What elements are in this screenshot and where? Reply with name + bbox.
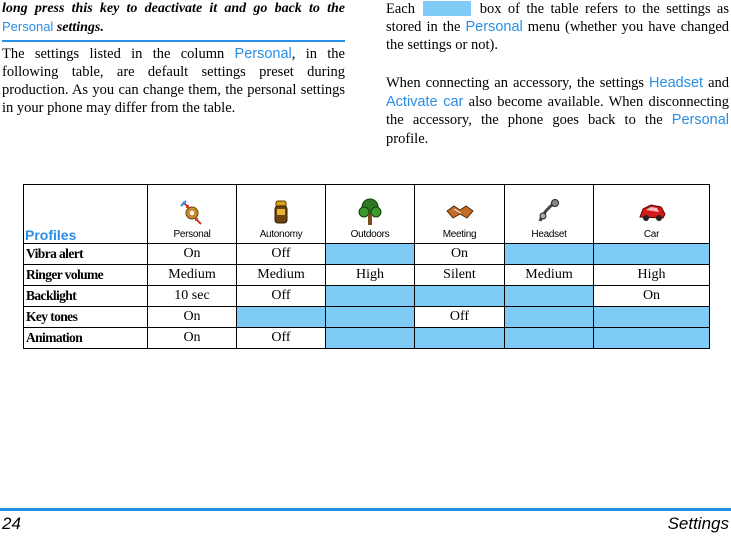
tree-icon	[355, 197, 385, 227]
table-cell: Medium	[237, 265, 326, 286]
row-label: Key tones	[24, 307, 148, 328]
left-paragraph	[2, 45, 345, 117]
table-cell	[505, 244, 594, 265]
table-cell	[594, 328, 710, 349]
table-cell: Off	[237, 244, 326, 265]
handshake-icon	[445, 197, 475, 227]
table-cell: Silent	[415, 265, 505, 286]
table-cell: High	[326, 265, 415, 286]
column-label: Meeting	[442, 229, 477, 240]
row-label: Backlight	[24, 286, 148, 307]
section-title: Settings	[667, 514, 729, 533]
table-row	[24, 286, 710, 307]
column-label: Personal	[173, 229, 211, 240]
table-cell: On	[415, 244, 505, 265]
personal-term: Personal	[465, 19, 523, 35]
personal-term: Personal	[234, 46, 292, 62]
table-cell	[326, 328, 415, 349]
table-cell: Off	[237, 286, 326, 307]
table-cell	[237, 307, 326, 328]
intro-sentence	[2, 0, 345, 37]
table-cell: On	[148, 244, 237, 265]
right-text-1b: box of the table refers to the settings as stored in the	[386, 1, 729, 35]
table-row	[24, 244, 710, 265]
table-cell	[505, 328, 594, 349]
column-label: Autonomy	[259, 229, 303, 240]
right-text-1c: menu (whether you have changed the settings or not).	[386, 19, 730, 53]
section-rule	[2, 40, 345, 42]
right-text-and: and	[708, 75, 730, 91]
table-cell: 10 sec	[148, 286, 237, 307]
column-personal	[148, 185, 237, 244]
right-text-each: Each	[386, 1, 415, 17]
table-cell: Medium	[148, 265, 237, 286]
table-cell: Medium	[505, 265, 594, 286]
table-cell	[326, 244, 415, 265]
highlight-swatch	[423, 1, 471, 16]
column-meeting	[415, 185, 505, 244]
table-cell: On	[148, 307, 237, 328]
table-cell	[415, 286, 505, 307]
left-text-1: The settings listed in the column	[2, 46, 225, 62]
profiles-heading: Profiles	[24, 185, 148, 244]
intro-text-a: long press this key to deactivate it and go back to the	[2, 1, 345, 16]
personal-term: Personal	[2, 19, 54, 34]
table-row	[24, 265, 710, 286]
right-paragraph-2	[386, 74, 729, 148]
left-text-2: , in the following table, are default settings preset during production. As you can change them, the personal settings in your phone may differ from the table.	[2, 46, 345, 116]
table-cell	[326, 286, 415, 307]
activate-car-term: Activate car	[386, 93, 464, 110]
column-outdoors	[326, 185, 415, 244]
row-label: Animation	[24, 328, 148, 349]
table-cell	[594, 307, 710, 328]
table-cell: On	[148, 328, 237, 349]
table-cell: Off	[415, 307, 505, 328]
profiles-table	[23, 184, 710, 349]
table-row	[24, 328, 710, 349]
intro-text-b: settings.	[56, 20, 104, 35]
row-label: Ringer volume	[24, 265, 148, 286]
column-autonomy	[237, 185, 326, 244]
right-text-2b: also become available. When disconnecting the accessory, the phone goes back to the	[386, 93, 730, 128]
headset-term: Headset	[649, 75, 704, 91]
right-text-2a: When connecting an accessory, the settings	[386, 75, 645, 91]
table-cell: Off	[237, 328, 326, 349]
table-header-row	[24, 185, 710, 244]
page-number: 24	[2, 514, 21, 533]
personal-icon	[177, 197, 207, 227]
battery-icon	[266, 197, 296, 227]
right-text-2c: profile.	[386, 130, 429, 147]
column-label: Headset	[531, 229, 567, 240]
table-cell	[326, 307, 415, 328]
table-cell: On	[594, 286, 710, 307]
table-cell	[505, 307, 594, 328]
car-icon	[637, 197, 667, 227]
headset-icon	[534, 197, 564, 227]
table-cell	[505, 286, 594, 307]
table-row	[24, 307, 710, 328]
table-cell: High	[594, 265, 710, 286]
row-label: Vibra alert	[24, 244, 148, 265]
column-headset	[505, 185, 594, 244]
table-cell	[415, 328, 505, 349]
column-car	[594, 185, 710, 244]
right-paragraph-1	[386, 0, 729, 54]
personal-term: Personal	[671, 112, 730, 128]
column-label: Car	[643, 229, 660, 240]
footer-rule	[0, 508, 731, 511]
column-label: Outdoors	[350, 229, 390, 240]
table-cell	[594, 244, 710, 265]
